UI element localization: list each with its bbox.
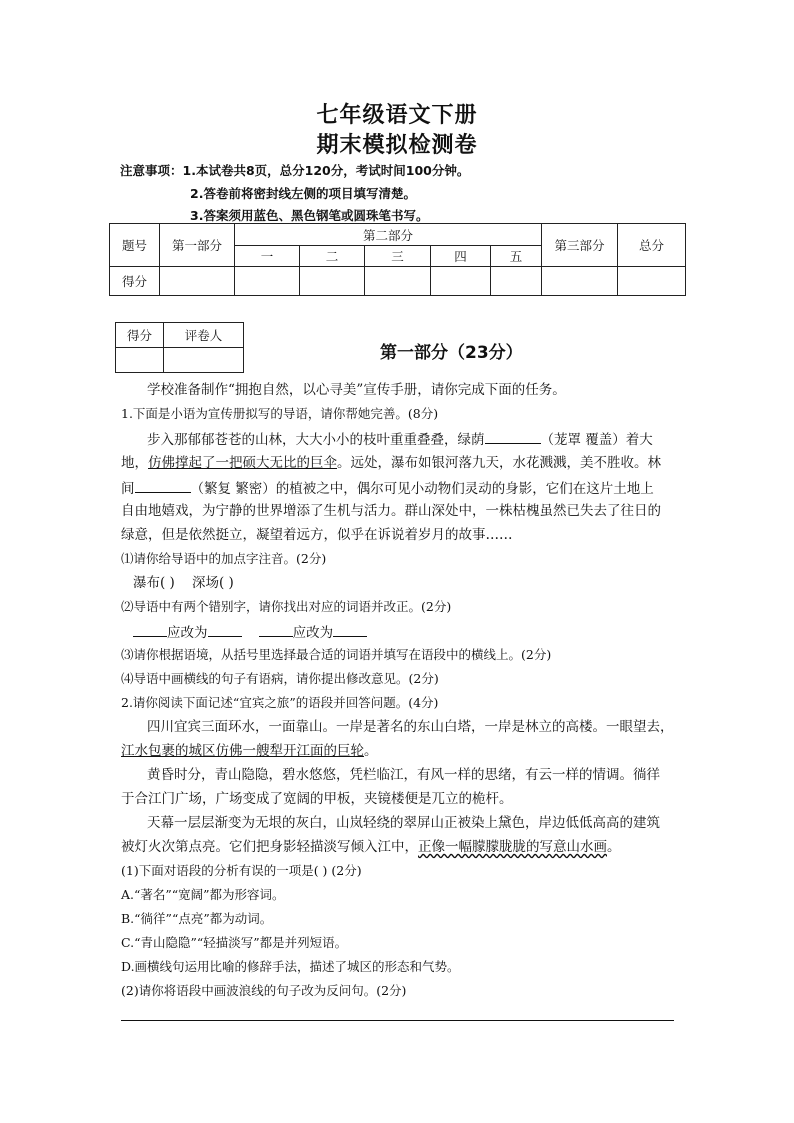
q1-pinyin-row — [133, 574, 234, 592]
answer-blank[interactable] — [135, 478, 191, 493]
underlined-sentence: 仿佛撑起了一把硕大无比的巨伞 — [148, 455, 337, 471]
q1-correction-row — [133, 622, 367, 642]
grader-score-cell[interactable] — [116, 348, 164, 373]
correction-label: 应改为 — [292, 625, 334, 641]
score-table-sub-3: 三 — [365, 246, 431, 267]
q2-option-b[interactable]: B.“徜徉”“点亮”都为动词。 — [121, 911, 273, 926]
section-heading: 第一部分（23分） — [380, 343, 523, 363]
underlined-sentence: 江水包裹的城区仿佛一艘犁开江面的巨轮 — [121, 743, 364, 759]
score-table-total: 总分 — [618, 224, 686, 267]
q1-passage-text: 地， — [121, 455, 148, 471]
q2-option-d[interactable]: D.画横线句运用比喻的修辞手法，描述了城区的形态和气势。 — [121, 959, 460, 974]
correction-label: 应改为 — [167, 625, 208, 641]
pinyin-item-1[interactable]: 瀑布( ) — [133, 575, 175, 591]
q2-passage-line1: 四川宜宾三面环水，一面靠山。一岸是著名的东山白塔，一岸是林立的高楼。一眼望去， — [147, 719, 674, 735]
q1-passage-line4: 自由地嬉戏，为宁静的世界增添了生机与活力。群山深处中，一株枯槐虽然已失去了往日的 — [121, 503, 661, 519]
intro-text: 学校准备制作“拥抱自然，以心寻美”宣传手册，请你完成下面的任务。 — [147, 382, 566, 398]
grader-label: 评卷人 — [164, 323, 244, 348]
score-table-part2: 第二部分 — [235, 224, 542, 246]
score-table — [109, 223, 686, 296]
q1-sub3: ⑶请你根据语境，从括号里选择最合适的词语并填写在语段中的横线上。(2分) — [121, 647, 552, 662]
score-cell[interactable] — [618, 267, 686, 296]
q2-passage-line4: 于合江门广场，广场变成了宽阔的甲板，夹镜楼便是兀立的桅杆。 — [121, 791, 513, 807]
q1-sub2: ⑵导语中有两个错别字，请你找出对应的词语并改正。(2分) — [121, 599, 452, 614]
grader-table — [115, 322, 244, 373]
q2-passage-line3: 黄昏时分，青山隐隐，碧水悠悠，凭栏临江，有风一样的思绪，有云一样的情调。徜徉 — [147, 767, 660, 783]
q1-passage-line3 — [121, 478, 654, 498]
score-table-part1: 第一部分 — [160, 224, 235, 267]
notice-label: 注意事项： — [120, 163, 183, 178]
q1-stem: 1.下面是小语为宣传册拟写的导语，请你帮她完善。(8分) — [121, 406, 439, 421]
answer-blank[interactable] — [485, 429, 541, 444]
score-table-part3: 第三部分 — [542, 224, 618, 267]
q1-passage-line1 — [147, 429, 653, 449]
notice-item-3: 3.答案须用蓝色、黑色钢笔或圆珠笔书写。 — [190, 208, 429, 223]
q2-sub1: (1)下面对语段的分析有误的一项是( ) (2分) — [121, 863, 362, 878]
q1-passage-line5: 绿意，但是依然挺立，凝望着远方，似乎在诉说着岁月的故事…… — [121, 527, 513, 543]
q2-passage-text: 。 — [607, 839, 621, 855]
notice-item-2: 2.答卷前将密封线左侧的项目填写清楚。 — [190, 186, 416, 201]
q2-passage-line2 — [121, 742, 378, 760]
q1-passage-text: 。远处，瀑布如银河落九天，水花溅溅，美不胜收。林 — [337, 455, 661, 471]
q2-passage-line5: 天幕一层层渐变为无垠的灰白，山岚轻绕的翠屏山正被染上黛色，岸边低低高高的建筑 — [147, 815, 660, 831]
score-table-sub-4: 四 — [431, 246, 491, 267]
q2-passage-text: 被灯火次第点亮。它们把身影轻描淡写倾入江中， — [121, 839, 418, 855]
answer-blank[interactable] — [133, 622, 167, 637]
score-cell[interactable] — [542, 267, 618, 296]
answer-blank[interactable] — [259, 622, 293, 637]
score-cell[interactable] — [160, 267, 235, 296]
answer-line[interactable] — [121, 1020, 674, 1021]
score-table-score-label: 得分 — [110, 267, 160, 296]
q1-passage-text: （茏罩 覆盖）着大 — [540, 432, 653, 448]
answer-blank[interactable] — [208, 622, 242, 637]
notice-line1 — [120, 161, 469, 179]
score-cell[interactable] — [491, 267, 542, 296]
score-table-sub-5: 五 — [491, 246, 542, 267]
score-cell[interactable] — [365, 267, 431, 296]
notice-item-1: 1.本试卷共8页，总分120分，考试时间100分钟。 — [182, 163, 470, 178]
exam-title-line2: 期末模拟检测卷 — [316, 133, 478, 158]
score-table-sub-1: 一 — [235, 246, 300, 267]
q2-sub2: (2)请你将语段中画波浪线的句子改为反问句。(2分) — [121, 983, 407, 998]
q2-stem: 2.请你阅读下面记述“宜宾之旅”的语段并回答问题。(4分) — [121, 695, 439, 710]
score-table-header-label: 题号 — [110, 224, 160, 267]
q2-passage-line6 — [121, 838, 621, 856]
q2-option-a[interactable]: A.“著名”“宽阔”都为形容词。 — [121, 887, 285, 902]
q2-passage-text: 。 — [364, 743, 378, 759]
q1-passage-text: 间 — [121, 481, 135, 497]
grader-score-label: 得分 — [116, 323, 164, 348]
exam-title-line1: 七年级语文下册 — [316, 103, 478, 128]
q1-passage-text: （繁复 繁密）的植被之中，偶尔可见小动物们灵动的身影，它们在这片土地上 — [190, 481, 654, 497]
score-cell[interactable] — [431, 267, 491, 296]
q1-passage-text: 步入那郁郁苍苍的山林，大大小小的枝叶重重叠叠，绿荫 — [147, 432, 485, 448]
q2-option-c[interactable]: C.“青山隐隐”“轻描淡写”都是并列短语。 — [121, 935, 348, 950]
q1-sub4: ⑷导语中画横线的句子有语病，请你提出修改意见。(2分) — [121, 671, 439, 686]
score-cell[interactable] — [235, 267, 300, 296]
grader-name-cell[interactable] — [164, 348, 244, 373]
answer-blank[interactable] — [333, 622, 367, 637]
score-table-sub-2: 二 — [300, 246, 365, 267]
wavy-underlined-sentence: 正像一幅朦朦胧胧的写意山水画 — [418, 839, 607, 855]
q1-passage-line2 — [121, 454, 661, 472]
pinyin-item-2[interactable]: 深场( ) — [192, 575, 234, 591]
q1-sub1: ⑴请你给导语中的加点字注音。(2分) — [121, 551, 327, 566]
score-cell[interactable] — [300, 267, 365, 296]
